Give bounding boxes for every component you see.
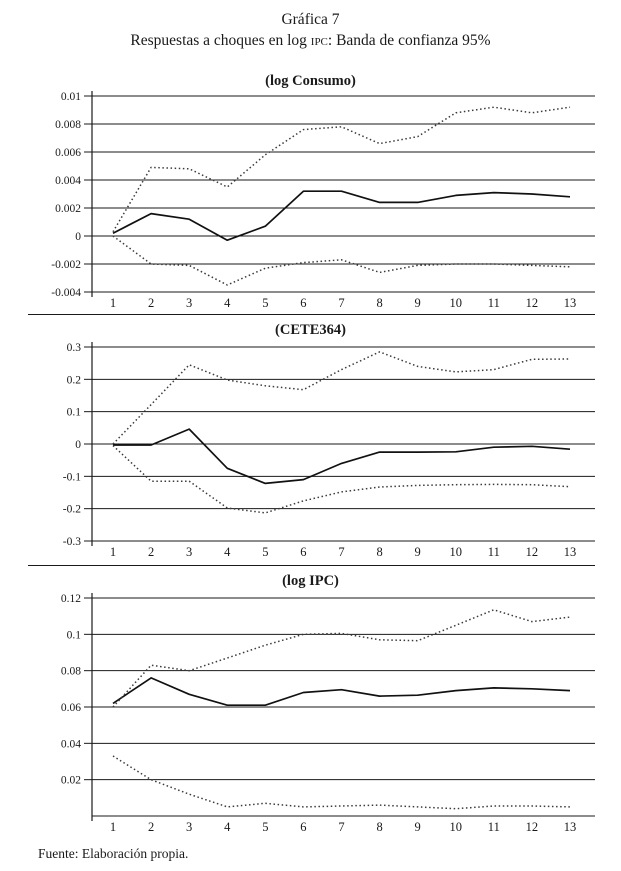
- x-tick-label: 13: [563, 820, 577, 834]
- y-tick-label: 0.06: [60, 702, 81, 714]
- x-tick-label: 8: [376, 545, 383, 559]
- chart-canvas-log-ipc: [0, 590, 621, 838]
- chart-panel-log-consumo: [0, 72, 621, 312]
- response-line: [113, 429, 570, 483]
- y-tick-label: 0.01: [60, 91, 81, 103]
- chart-panel-cete364: [0, 321, 621, 563]
- x-tick-label: 11: [487, 296, 500, 310]
- chart-title-log-consumo: (log Consumo): [265, 73, 356, 89]
- x-tick-label: 3: [186, 820, 193, 834]
- x-tick-label: 12: [525, 296, 539, 310]
- x-tick-label: 4: [224, 296, 231, 310]
- x-tick-label: 11: [487, 545, 500, 559]
- chart-panel-log-ipc: [0, 572, 621, 838]
- y-tick-label: -0.1: [62, 471, 81, 484]
- x-tick-label: 12: [525, 545, 539, 559]
- y-tick-label: 0.1: [66, 629, 81, 642]
- y-tick-label: 0: [75, 439, 81, 451]
- x-tick-label: 10: [449, 545, 462, 559]
- x-tick-label: 7: [338, 296, 345, 310]
- x-tick-label: 3: [186, 296, 193, 310]
- y-tick-label: 0.3: [66, 342, 81, 354]
- page-subtitle-suffix: : Banda de confianza 95%: [327, 32, 491, 49]
- x-tick-label: 6: [300, 820, 307, 834]
- y-tick-label: 0.002: [55, 203, 81, 215]
- chart-canvas-log-consumo: [0, 90, 621, 312]
- y-tick-label: -0.3: [62, 536, 81, 548]
- y-tick-label: 0.02: [60, 774, 81, 787]
- x-tick-label: 5: [262, 545, 269, 559]
- figure-header: [0, 0, 621, 51]
- page-subtitle-prefix: Respuestas a choques en log: [130, 32, 311, 49]
- x-tick-label: 9: [414, 820, 421, 834]
- x-tick-label: 13: [563, 545, 577, 559]
- upper-band-line: [113, 610, 570, 707]
- chart-title-cete364: (CETE364): [275, 322, 346, 338]
- panel-separator: [28, 565, 595, 566]
- x-tick-label: 7: [338, 820, 345, 834]
- x-tick-label: 1: [109, 545, 117, 559]
- x-tick-label: 2: [147, 296, 155, 310]
- y-tick-label: 0.2: [66, 374, 81, 387]
- x-tick-label: 3: [186, 545, 193, 559]
- lower-band-line: [113, 236, 570, 285]
- x-tick-label: 4: [224, 545, 231, 559]
- y-tick-label: -0.002: [51, 259, 81, 271]
- upper-band-line: [113, 352, 570, 444]
- x-tick-label: 4: [224, 820, 231, 834]
- y-tick-label: 0.04: [60, 738, 81, 751]
- x-tick-label: 7: [338, 545, 345, 559]
- page-subtitle-smallcaps: ipc: [310, 32, 328, 49]
- y-tick-label: -0.2: [62, 503, 81, 516]
- response-line: [113, 678, 570, 705]
- y-tick-label: 0.08: [60, 665, 81, 678]
- y-tick-label: 0: [75, 231, 81, 243]
- y-tick-label: -0.004: [51, 287, 81, 299]
- upper-band-line: [113, 107, 570, 232]
- source-note: Fuente: Elaboración propia.: [38, 846, 189, 861]
- y-tick-label: 0.008: [55, 119, 81, 131]
- chart-canvas-cete364: [0, 339, 621, 563]
- response-line: [113, 191, 570, 240]
- x-tick-label: 11: [487, 820, 500, 834]
- lower-band-line: [113, 756, 570, 809]
- x-tick-label: 2: [147, 545, 155, 559]
- y-tick-label: 0.1: [66, 406, 81, 419]
- x-tick-label: 6: [300, 296, 307, 310]
- y-tick-label: 0.12: [60, 593, 81, 605]
- x-tick-label: 5: [262, 296, 269, 310]
- chart-title-log-ipc: (log IPC): [282, 573, 339, 589]
- lower-band-line: [113, 446, 570, 513]
- x-tick-label: 1: [109, 820, 117, 834]
- x-tick-label: 9: [414, 296, 421, 310]
- x-tick-label: 12: [525, 820, 539, 834]
- panel-separator: [28, 314, 595, 315]
- page-subtitle: [0, 30, 621, 51]
- x-tick-label: 6: [300, 545, 307, 559]
- x-tick-label: 9: [414, 545, 421, 559]
- x-tick-label: 8: [376, 296, 383, 310]
- y-tick-label: 0.004: [55, 175, 81, 187]
- y-tick-label: 0.006: [55, 147, 81, 159]
- x-tick-label: 2: [147, 820, 155, 834]
- x-tick-label: 10: [449, 820, 462, 834]
- x-tick-label: 5: [262, 820, 269, 834]
- x-tick-label: 10: [449, 296, 462, 310]
- page-title: Gráfica 7: [281, 11, 340, 28]
- x-tick-label: 1: [109, 296, 117, 310]
- x-tick-label: 8: [376, 820, 383, 834]
- x-tick-label: 13: [563, 296, 577, 310]
